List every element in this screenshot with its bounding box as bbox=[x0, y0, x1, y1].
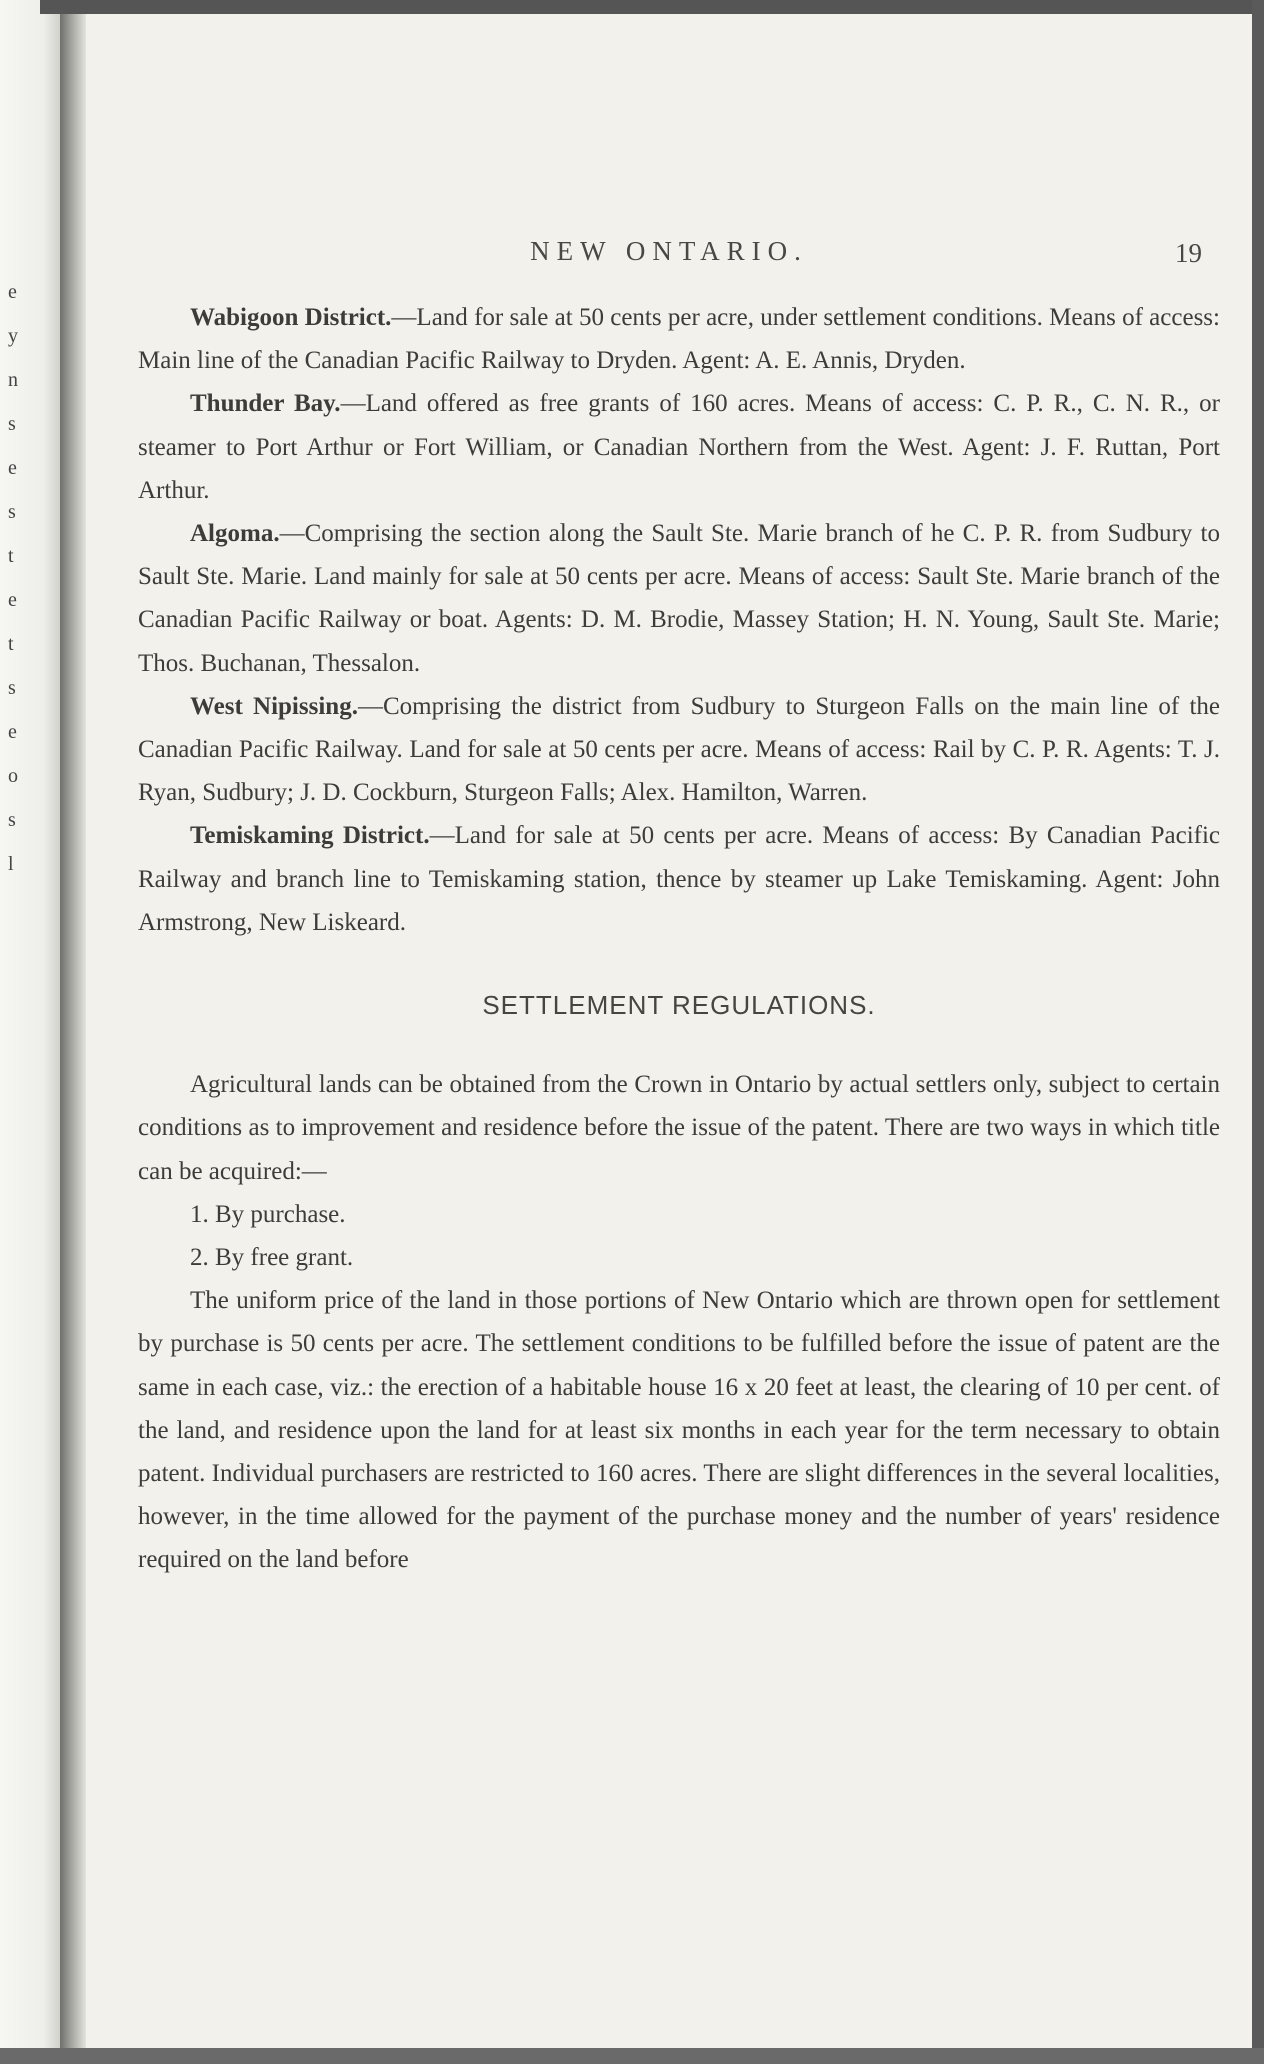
acquisition-method-purchase: 1. By purchase. bbox=[190, 1200, 346, 1228]
district-description: —Comprising the section along the Sault Ste. Marie branch of he C. P. R. from Sudbury to Sault Ste. Marie. Land mainly for sale at 50 cents per acre. Means of access: Sault Ste. Marie branch of the Canadian Pacific Railway or boat. Agents: D. M. Brodie, Massey Station; H. N. Young, Sault Ste. Marie; Thos. Buchanan, Thessalon. bbox=[138, 520, 1220, 677]
price-paragraph: The uniform price of the land in those portions of New Ontario which are thrown open for settlement by purchase is 50 cents per acre. The settlement conditions to be fulfilled before the issue of patent are the same in each case, viz.: the erection of a habitable house 16 x 20 feet at least, the clearing of 10 per cent. of the land, and residence upon the land for at least six months in each year for the term necessary to obtain patent. Individual purchasers are restricted to 160 acres. There are slight differences in the several localities, however, in the time allowed for the payment of the purchase money and the number of years' residence required on the land before bbox=[138, 1287, 1220, 1574]
edge-letter: e bbox=[8, 457, 17, 479]
edge-letter: s bbox=[8, 501, 16, 523]
district-paragraph bbox=[138, 382, 1220, 512]
edge-letter: s bbox=[8, 809, 16, 831]
book-gutter-shadow bbox=[60, 0, 86, 2064]
previous-page-text-edge bbox=[8, 270, 22, 886]
edge-letter: s bbox=[8, 413, 16, 435]
edge-letter: l bbox=[8, 853, 14, 875]
edge-letter: y bbox=[8, 325, 18, 347]
district-paragraph bbox=[138, 814, 1220, 944]
district-name: Algoma. bbox=[190, 520, 280, 548]
page-title: NEW ONTARIO. bbox=[530, 236, 808, 266]
running-head bbox=[86, 236, 1252, 276]
district-name: Thunder Bay. bbox=[190, 390, 341, 418]
district-description: —Comprising the district from Sudbury to Sturgeon Falls on the main line of the Canadian Pacific Railway. Land for sale at 50 cents per acre. Means of access: Rail by C. P. R. Agents: T. J. Ryan, Sudbury; J. D. Cockburn, Sturgeon Falls; Alex. Hamilton, Warren. bbox=[138, 692, 1221, 807]
settlement-intro: Agricultural lands can be obtained from the Crown in Ontario by actual settlers only, subject to certain conditions as to improvement and residence before the issue of the patent. There are two ways in which title can be acquired:— bbox=[138, 1071, 1220, 1185]
edge-letter: o bbox=[8, 765, 18, 787]
district-paragraph bbox=[138, 296, 1220, 382]
scan-border-bottom bbox=[0, 2048, 1264, 2064]
district-name: Temiskaming District. bbox=[190, 822, 430, 850]
scan-border-top bbox=[40, 0, 1264, 14]
edge-letter: t bbox=[8, 545, 14, 567]
scan-border-right bbox=[1252, 0, 1264, 2064]
edge-letter: t bbox=[8, 633, 14, 655]
edge-letter: e bbox=[8, 281, 17, 303]
edge-letter: n bbox=[8, 369, 18, 391]
edge-letter: e bbox=[8, 721, 17, 743]
district-paragraph bbox=[138, 685, 1220, 815]
district-description: —Land for sale at 50 cents per acre, under settlement conditions. Means of access: Main line of the Canadian Pacific Railway to Dryden. Agent: A. E. Annis, Dryden. bbox=[138, 304, 1220, 375]
district-paragraph bbox=[138, 512, 1220, 685]
book-page bbox=[86, 14, 1252, 2048]
edge-letter: s bbox=[8, 677, 16, 699]
district-description: —Land offered as free grants of 160 acres. Means of access: C. P. R., C. N. R., or steamer to Port Arthur or Fort William, or Canadian Northern from the West. Agent: J. F. Ruttan, Port Arthur. bbox=[138, 390, 1220, 504]
section-heading: SETTLEMENT REGULATIONS. bbox=[482, 990, 876, 1021]
district-name: Wabigoon District. bbox=[190, 304, 392, 331]
edge-letter: e bbox=[8, 589, 17, 611]
district-name: West Nipissing. bbox=[190, 692, 358, 720]
acquisition-method-free-grant: 2. By free grant. bbox=[190, 1244, 354, 1272]
page-body bbox=[138, 296, 1220, 1582]
district-description: —Land for sale at 50 cents per acre. Means of access: By Canadian Pacific Railway and branch line to Temiskaming station, thence by steamer up Lake Temiskaming. Agent: John Armstrong, New Liskeard. bbox=[138, 822, 1221, 936]
page-number: 19 bbox=[1175, 238, 1202, 268]
